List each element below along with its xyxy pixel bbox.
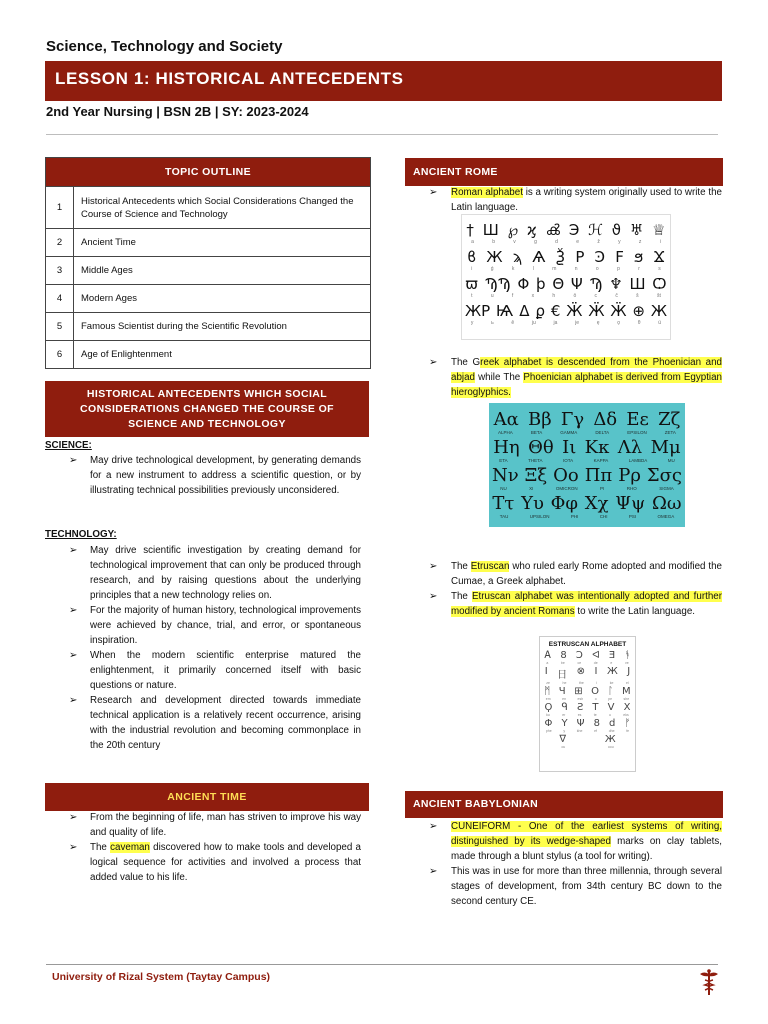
topic-text: Modern Ages bbox=[81, 293, 137, 304]
greek-letter-name: PHI bbox=[570, 514, 579, 519]
technology-item-text: When the modern scientific enterprise matured the enlightenment, it primarily concerned itself with basic questions or nature. bbox=[90, 650, 361, 691]
arrow-bullet-icon: ➢ bbox=[429, 357, 438, 368]
highlighted-term: caveman bbox=[110, 842, 150, 853]
arrow-bullet-icon: ➢ bbox=[429, 591, 438, 602]
greek-letter-name: OMICRON bbox=[555, 486, 578, 491]
footer-divider bbox=[46, 964, 718, 965]
greek-alphabet-image: Aα Bβ Γγ Δδ Eε Zζ ALPHA BETA GAMMA DELTA EPSILON ZETA Hη Θθ Iι Kκ Λλ Mμ ETA THETA IOTA KAPPA LAMBDA MU Nν Ξξ Oο Ππ Pρ Σσς NU XI OMICRON PI RHO SIGMA Tτ Yυ Φφ Xχ Ψψ Ωω TAU UPSILON PHI CHI PSI OMEGA bbox=[489, 403, 685, 527]
lesson-banner bbox=[45, 61, 722, 101]
topic-row bbox=[46, 228, 370, 256]
ancient-time-heading: ANCIENT TIME bbox=[45, 783, 369, 811]
lesson-title: LESSON 1: HISTORICAL ANTECEDENTS bbox=[55, 69, 404, 88]
greek-letter-name: CHI bbox=[599, 514, 608, 519]
arrow-bullet-icon: ➢ bbox=[69, 842, 78, 853]
text-fragment: while The bbox=[474, 372, 524, 383]
text-fragment: The bbox=[90, 842, 111, 853]
ancient-time-list bbox=[45, 810, 361, 885]
text-fragment: to write the Latin language. bbox=[574, 606, 695, 617]
greek-letter-name: TAU bbox=[499, 514, 509, 519]
arrow-bullet-icon: ➢ bbox=[69, 605, 78, 616]
greek-letter-name: GAMMA bbox=[560, 430, 578, 435]
topic-number: 1 bbox=[46, 187, 74, 228]
text-fragment: is a writing system originally used to write the Latin language. bbox=[451, 187, 722, 213]
greek-letter-name: KAPPA bbox=[593, 458, 609, 463]
highlighted-term: Etruscan alphabet was intentionally adopted and further modified by ancient Romans bbox=[451, 591, 722, 617]
list-item bbox=[405, 185, 722, 215]
rome-list-2 bbox=[405, 355, 722, 400]
greek-letter-name: EPSILON bbox=[627, 430, 647, 435]
science-list bbox=[45, 453, 361, 498]
greek-letter-name: OMEGA bbox=[657, 514, 675, 519]
greek-letter-name: UPSILON bbox=[529, 514, 550, 519]
text-fragment: The bbox=[451, 591, 472, 602]
technology-item-text: May drive scientific investigation by creating demand for technological improvement that can only be produced through research, and by raising questions about the underlying principles that a new technology relies on. bbox=[90, 545, 361, 601]
topic-row bbox=[46, 340, 370, 368]
etruscan-alphabet-image: ESTRUSCAN ALPHABET Ꭺ 8 Ↄ ᐊ Ǝ ᚬ a be ce de e ve I 日 ⊗ I Ж J ze he the i ke el ᛗ Ч ⊞ O ᛚ M em en esh o pe she Ϙ ᑫ Ƨ T V X ku er es te u eks Φ Y Ψ 8 d ᚠ phe y khe ef dhe fe ∇ Ж ou oou bbox=[539, 636, 636, 772]
highlighted-term: Phoenician alphabet is derived from Egyptian hieroglyphics. bbox=[451, 372, 722, 398]
science-item-text: May drive technological development, by generating demands for a new instrument to address a scientific question, or by illustrating technical possibilities previously unconsidered. bbox=[90, 455, 361, 496]
topic-text: Historical Antecedents which Social Considerations Changed the Course of Science and Technology bbox=[81, 195, 354, 220]
topic-row bbox=[46, 186, 370, 228]
ancient-rome-heading: ANCIENT ROME bbox=[405, 158, 723, 186]
list-item bbox=[45, 453, 361, 498]
technology-item-text: For the majority of human history, technological improvements were achieved by chance, trial, and error, or spontaneous inspiration. bbox=[90, 605, 361, 646]
technology-label: TECHNOLOGY: bbox=[45, 529, 117, 540]
arrow-bullet-icon: ➢ bbox=[69, 545, 78, 556]
greek-letter-name: THETA bbox=[528, 458, 543, 463]
topic-number: 6 bbox=[46, 341, 74, 368]
science-label: SCIENCE: bbox=[45, 440, 92, 451]
highlighted-term: reek alphabet is descended from the Phoenician and abjad bbox=[451, 357, 722, 383]
greek-letter-name: BETA bbox=[530, 430, 543, 435]
arrow-bullet-icon: ➢ bbox=[429, 821, 438, 832]
babylonian-list bbox=[405, 819, 722, 909]
topic-row bbox=[46, 256, 370, 284]
topic-row bbox=[46, 312, 370, 340]
greek-letter-name: PSI bbox=[628, 514, 637, 519]
ancient-time-item-text: From the beginning of life, man has striven to improve his way and quality of life. bbox=[90, 812, 361, 838]
topic-outline-table bbox=[45, 157, 371, 369]
highlighted-term: Roman alphabet bbox=[451, 187, 523, 198]
historical-heading-text: HISTORICAL ANTECEDENTS WHICH SOCIAL CONSIDERATIONS CHANGED THE COURSE OF SCIENCE AND TECHNOLOGY bbox=[80, 387, 334, 430]
greek-letter-name: RHO bbox=[626, 486, 637, 491]
topic-number: 5 bbox=[46, 313, 74, 340]
text-fragment: marks on clay tablets, made through a blunt stylus (a tool for writing). bbox=[451, 836, 722, 862]
topic-number: 2 bbox=[46, 229, 74, 256]
topic-text: Age of Enlightenment bbox=[81, 349, 172, 360]
list-item bbox=[45, 693, 361, 753]
list-item bbox=[405, 864, 722, 909]
list-item bbox=[45, 840, 361, 885]
list-item bbox=[405, 589, 722, 619]
greek-letter-name: DELTA bbox=[595, 430, 610, 435]
list-item bbox=[45, 543, 361, 603]
greek-letter-name: SIGMA bbox=[659, 486, 674, 491]
text-fragment: The G bbox=[451, 357, 481, 368]
historical-heading bbox=[45, 381, 369, 437]
list-item bbox=[45, 810, 361, 840]
subject-title: Science, Technology and Society bbox=[46, 38, 283, 55]
ancient-babylonian-heading: ANCIENT BABYLONIAN bbox=[405, 791, 723, 818]
greek-letter-name: XI bbox=[529, 486, 534, 491]
list-item bbox=[45, 648, 361, 693]
greek-letter-name: ALPHA bbox=[498, 430, 513, 435]
list-item bbox=[405, 355, 722, 400]
divider bbox=[46, 134, 718, 135]
topic-outline-heading: TOPIC OUTLINE bbox=[46, 158, 370, 186]
topic-text: Middle Ages bbox=[81, 265, 133, 276]
topic-number: 4 bbox=[46, 285, 74, 312]
greek-letter-name: PI bbox=[600, 486, 605, 491]
babylonian-item-text: This was in use for more than three millennia, through several stages of development, from 34th century BC down to the second century CE. bbox=[451, 866, 722, 907]
highlighted-term: Etruscan bbox=[470, 561, 510, 572]
greek-letter-name: IOTA bbox=[562, 458, 574, 463]
arrow-bullet-icon: ➢ bbox=[429, 187, 438, 198]
roman-alphabet-image: † Ш ℘ ϗ ൿ Э ℋ ϑ ♅ ♕ a b v g d e ž y z i ϐ Ж ϡ Ѧ Ѯ Ρ Ͽ Ϝ ϧ Ϫ i ǵ k l m n o p r s ϖ ϠϠ Φ ϸ Θ Ψ Ϡ ♆ Ш Ѻ t u f x h ō c č š št ЖP Ѩ Δ ϼ € Ӝ Ӝ Ӝ ⊕ Ж y ь ě ju ja je ę ǫ θ ü bbox=[461, 214, 671, 340]
arrow-bullet-icon: ➢ bbox=[69, 650, 78, 661]
rome-list-3 bbox=[405, 559, 722, 619]
technology-list bbox=[45, 543, 361, 753]
rome-list-1 bbox=[405, 185, 722, 215]
highlighted-term: CUNEIFORM - One of the earliest systems of writing, distinguished by its wedge-shaped bbox=[451, 821, 722, 847]
topic-text: Ancient Time bbox=[81, 237, 136, 248]
arrow-bullet-icon: ➢ bbox=[429, 561, 438, 572]
text-fragment: who ruled early Rome adopted and modified the Cumae, a Greek alphabet. bbox=[451, 561, 722, 587]
greek-letter-name: ZETA bbox=[664, 430, 676, 435]
arrow-bullet-icon: ➢ bbox=[69, 812, 78, 823]
footer-institution: University of Rizal System (Taytay Campus) bbox=[52, 971, 271, 983]
list-item bbox=[405, 559, 722, 589]
course-meta: 2nd Year Nursing | BSN 2B | SY: 2023-2024 bbox=[46, 104, 309, 119]
etruscan-chart-title: ESTRUSCAN ALPHABET bbox=[548, 641, 627, 648]
arrow-bullet-icon: ➢ bbox=[69, 695, 78, 706]
text-fragment: discovered how to make tools and developed a logical sequence for activities and involved a process that added value to his life. bbox=[90, 842, 361, 883]
arrow-bullet-icon: ➢ bbox=[429, 866, 438, 877]
arrow-bullet-icon: ➢ bbox=[69, 455, 78, 466]
list-item bbox=[405, 819, 722, 864]
technology-item-text: Research and development directed towards immediate technical application is a relatively recent occurrence, arising with the industrial revolution and becoming commonplace in the 20th century bbox=[90, 695, 361, 751]
topic-text: Famous Scientist during the Scientific Revolution bbox=[81, 321, 287, 332]
greek-letter-name: NU bbox=[500, 486, 507, 491]
list-item bbox=[45, 603, 361, 648]
caduceus-logo-icon bbox=[698, 968, 720, 996]
greek-letter-name: MU bbox=[667, 458, 675, 463]
greek-letter-name: LAMBDA bbox=[628, 458, 648, 463]
greek-letter-name: ETA bbox=[499, 458, 508, 463]
topic-row bbox=[46, 284, 370, 312]
text-fragment: The bbox=[451, 561, 471, 572]
topic-number: 3 bbox=[46, 257, 74, 284]
